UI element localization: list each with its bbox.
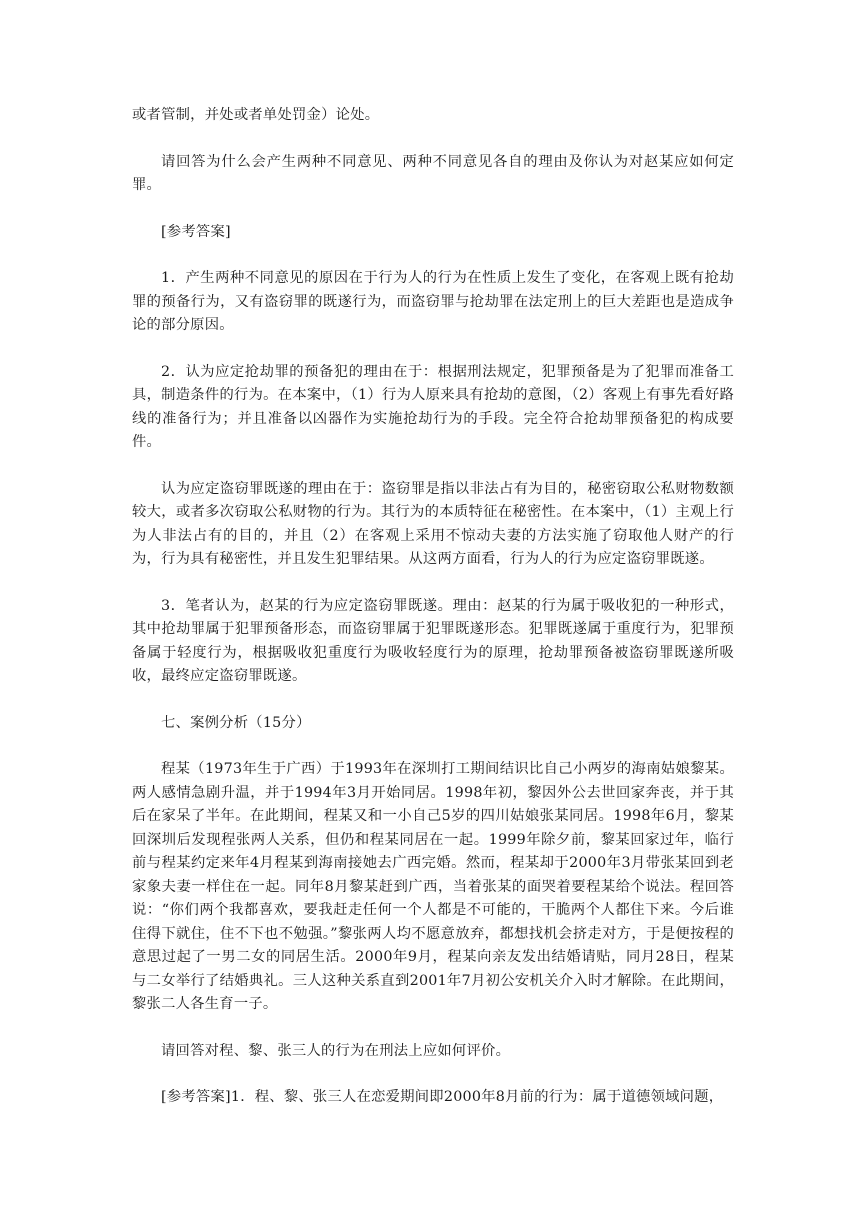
- answer-point-3: 3．笔者认为，赵某的行为应定盗窃罪既遂。理由：赵某的行为属于吸收犯的一种形式，其中抢劫罪属于犯罪预备形态，而盗窃罪属于犯罪既遂形态。犯罪既遂属于重度行为，犯罪预备属于轻度行为，根据吸收犯重度行为吸收轻度行为的原理，抢劫罪预备被盗窃罪既遂所吸收，最终应定盗窃罪既遂。: [132, 597, 734, 684]
- reference-answer-heading: [参考答案]: [161, 223, 231, 240]
- case-answer: [参考答案]1．程、黎、张三人在恋爱期间即2000年8月前的行为：属于道德领域问题，: [161, 1089, 724, 1105]
- question-paragraph: 请回答为什么会产生两种不同意见、两种不同意见各自的理由及你认为对赵某应如何定罪。: [132, 153, 734, 193]
- answer-point-1: 1．产生两种不同意见的原因在于行为人的行为在性质上发生了变化，在客观上既有抢劫罪的预备行为，又有盗窃罪的既遂行为，而盗窃罪与抢劫罪在法定刑上的巨大差距也是造成争论的部分原因。: [132, 270, 734, 333]
- paragraph-continuation: 或者管制，并处或者单处罚金）论处。: [132, 107, 380, 123]
- case-description: 程某（1973年生于广西）于1993年在深圳打工期间结识比自己小两岁的海南姑娘黎某。两人感情急剧升温，并于1994年3月开始同居。1998年初，黎因外公去世回家奔丧，并于其后在家呆了半年。在此期间，程某又和一小自己5岁的四川姑娘张某同居。1998年6月，黎某回深圳后发现程张两人关系，但仍和程某同居在一起。1999年除夕前，黎某回家过年，临行前与程某约定来年4月程某到海南接她去广西完婚。然而，程某却于2000年3月带张某回到老家象夫妻一样住在一起。同年8月黎某赶到广西，当着张某的面哭着要程某给个说法。程回答说：“你们两个我都喜欢，要我赶走任何一个人都是不可能的，干脆两个人都住下来。今后谁住得下就住，住不下也不勉强。”黎张两人均不愿意放弃，都想找机会挤走对方，于是便按程的意思过起了一男二女的同居生活。2000年9月，程某向亲友发出结婚请贴，同月28日，程某与二女举行了结婚典礼。三人这种关系直到2001年7月初公安机关介入时才解除。在此期间，黎张二人各生育一子。: [132, 761, 734, 1012]
- case-question: 请回答对程、黎、张三人的行为在刑法上应如何评价。: [161, 1042, 511, 1059]
- answer-point-2-continued: 认为应定盗窃罪既遂的理由在于：盗窃罪是指以非法占有为目的，秘密窃取公私财物数额较大，或者多次窃取公私财物的行为。其行为的本质特征在秘密性。在本案中，（1）主观上行为人非法占有的目的，并且（2）在客观上采用不惊动夫妻的方法实施了窃取他人财产的行为，行为具有秘密性，并且发生犯罪结果。从这两方面看，行为人的行为应定盗窃罪既遂。: [132, 480, 734, 567]
- document-page: [132, 104, 734, 1110]
- answer-point-2: 2．认为应定抢劫罪的预备犯的理由在于：根据刑法规定，犯罪预备是为了犯罪而准备工具，制造条件的行为。在本案中，（1）行为人原来具有抢劫的意图，（2）客观上有事先看好路线的准备行为；并且准备以凶器作为实施抢劫行为的手段。完全符合抢劫罪预备犯的构成要件。: [132, 363, 734, 450]
- section-heading: 七、案例分析（15分）: [161, 714, 311, 731]
